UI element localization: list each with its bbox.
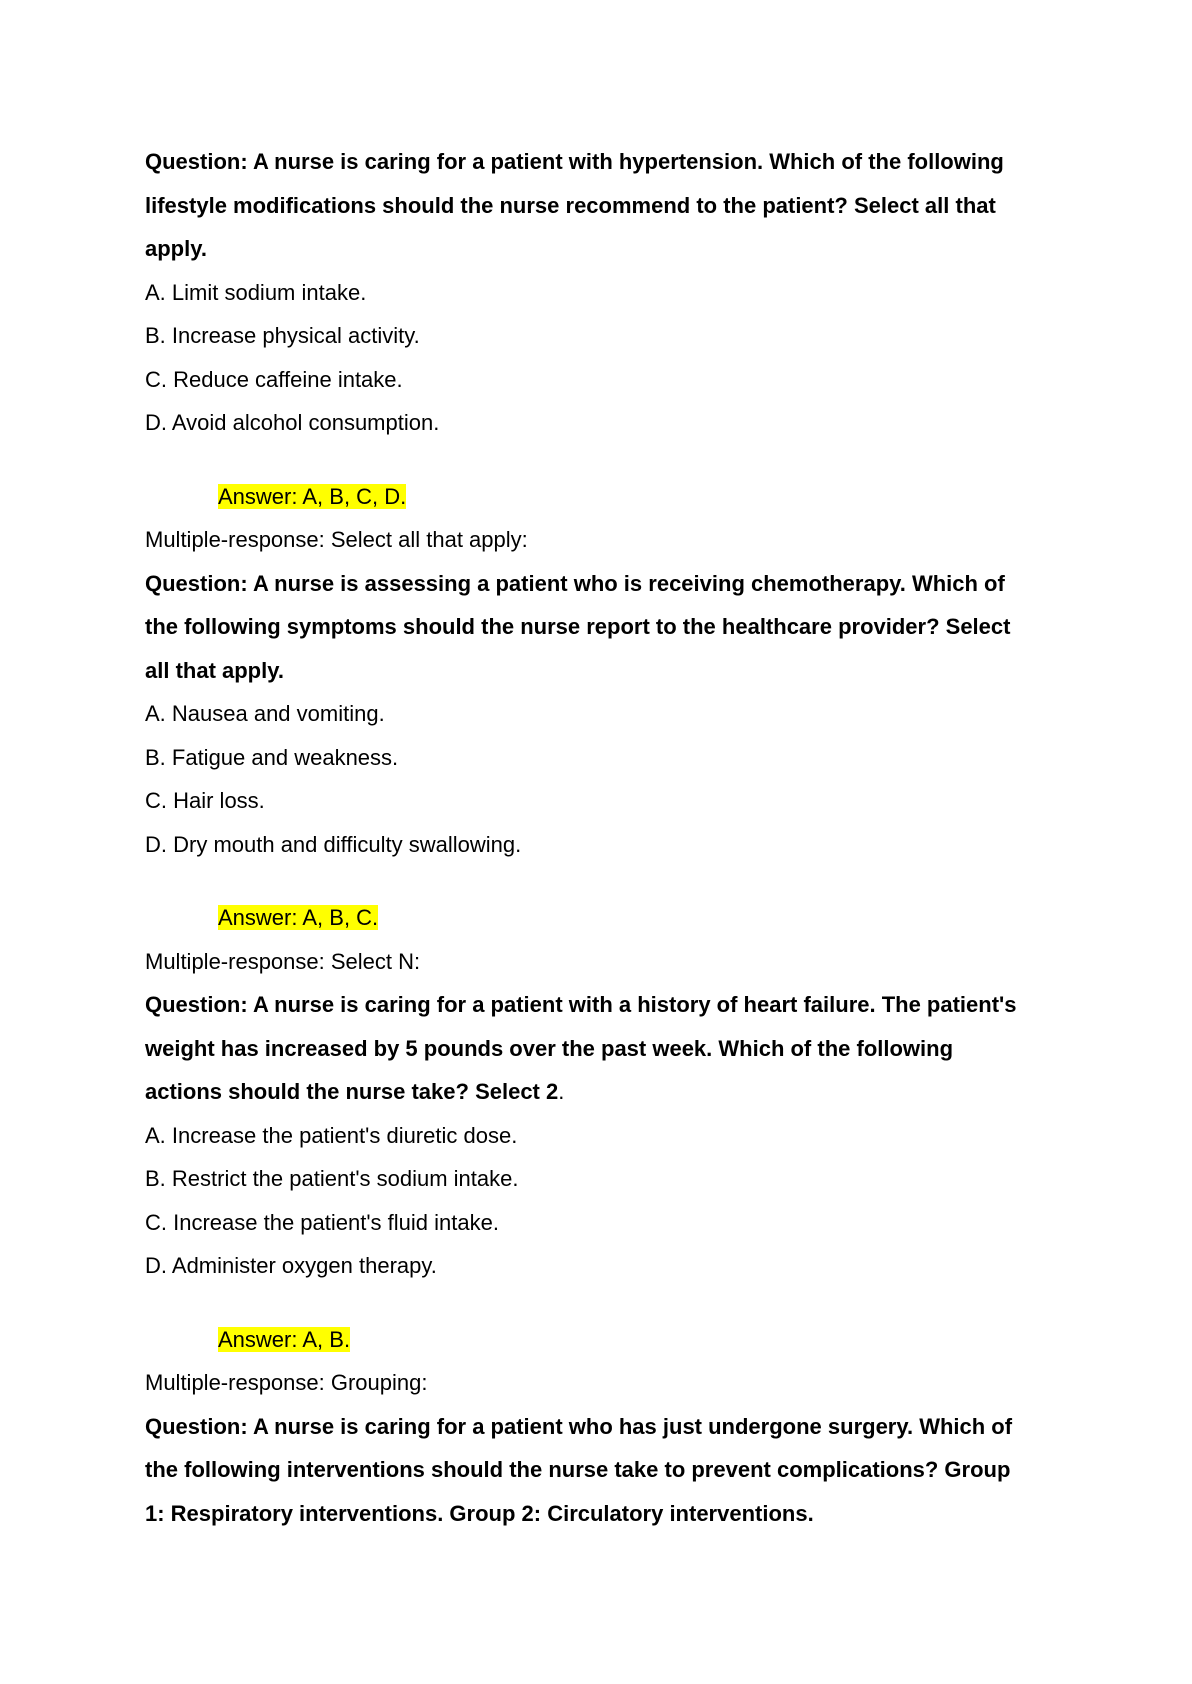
question-block-1 (145, 140, 1055, 518)
option-d: D. Avoid alcohol consumption. (145, 410, 440, 435)
document-page (145, 140, 1055, 1535)
option-b: B. Increase physical activity. (145, 323, 420, 348)
question-text-line: all that apply. (145, 657, 284, 683)
answer-row (145, 475, 1055, 519)
option-a: A. Nausea and vomiting. (145, 701, 385, 726)
option-d: D. Administer oxygen therapy. (145, 1253, 437, 1278)
question-text-line: the following symptoms should the nurse report to the healthcare provider? Select (145, 614, 1011, 639)
question-type-label: Multiple-response: Grouping: (145, 1370, 428, 1395)
question-type-label: Multiple-response: Select all that apply: (145, 527, 528, 552)
question-text-line-last (145, 1070, 1055, 1114)
question-text-line: lifestyle modifications should the nurse recommend to the patient? Select all that (145, 192, 996, 218)
question-tail-period: . (558, 1079, 565, 1104)
question-text-line: Question: A nurse is caring for a patient with a history of heart failure. The patient's (145, 992, 1017, 1017)
question-text-line: 1: Respiratory interventions. Group 2: Circulatory interventions. (145, 1500, 814, 1526)
answer-highlight: Answer: A, B, C. (218, 905, 379, 930)
question-block-3 (145, 940, 1055, 1362)
option-c: C. Hair loss. (145, 788, 265, 813)
answer-highlight: Answer: A, B, C, D. (218, 483, 407, 509)
option-d: D. Dry mouth and difficulty swallowing. (145, 831, 522, 857)
spacer (145, 1288, 1055, 1318)
question-text-line: Question: A nurse is caring for a patient who has just undergone surgery. Which of (145, 1413, 1013, 1439)
option-c: C. Reduce caffeine intake. (145, 366, 403, 392)
question-text-line: weight has increased by 5 pounds over the past week. Which of the following (145, 1035, 954, 1061)
spacer (145, 445, 1055, 475)
option-a: A. Increase the patient's diuretic dose. (145, 1122, 518, 1148)
question-block-2 (145, 518, 1055, 940)
answer-row (145, 1318, 1055, 1362)
answer-highlight: Answer: A, B. (218, 1326, 351, 1352)
question-text-line: the following interventions should the nurse take to prevent complications? Group (145, 1457, 1011, 1482)
question-block-4 (145, 1361, 1055, 1535)
option-a: A. Limit sodium intake. (145, 279, 367, 305)
question-text-line: Question: A nurse is caring for a patient with hypertension. Which of the following (145, 149, 1004, 174)
spacer (145, 866, 1055, 896)
question-text-line: apply. (145, 236, 207, 261)
option-c: C. Increase the patient's fluid intake. (145, 1209, 499, 1235)
answer-row (145, 896, 1055, 940)
option-b: B. Fatigue and weakness. (145, 744, 399, 770)
question-text-line: Question: A nurse is assessing a patient who is receiving chemotherapy. Which of (145, 570, 1005, 596)
question-type-label: Multiple-response: Select N: (145, 948, 421, 974)
option-b: B. Restrict the patient's sodium intake. (145, 1166, 519, 1191)
question-text: actions should the nurse take? Select 2 (145, 1079, 559, 1104)
